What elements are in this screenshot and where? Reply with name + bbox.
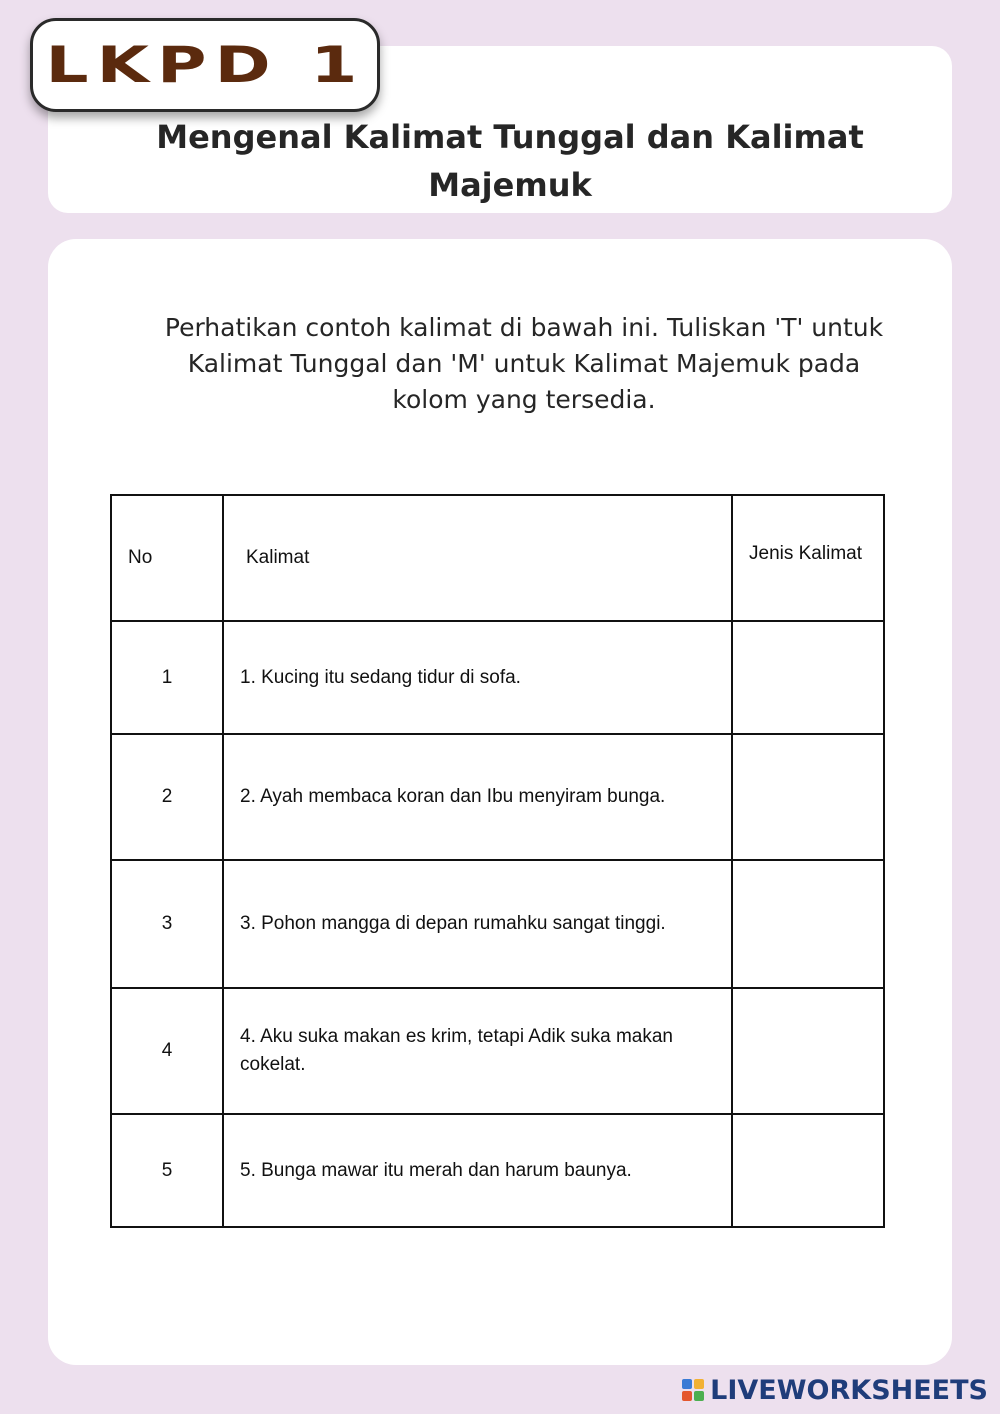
page-title: Mengenal Kalimat Tunggal dan Kalimat Majemuk bbox=[156, 118, 864, 204]
table-header-row bbox=[111, 495, 884, 621]
answer-cell[interactable] bbox=[732, 860, 884, 988]
table-row bbox=[111, 988, 884, 1114]
header-kalimat: Kalimat bbox=[223, 495, 732, 621]
header-jenis-kalimat: Jenis Kalimat bbox=[732, 495, 884, 621]
table-row bbox=[111, 621, 884, 734]
row-number: 1 bbox=[111, 621, 223, 734]
sentence-cell: 1. Kucing itu sedang tidur di sofa. bbox=[223, 621, 732, 734]
row-number: 3 bbox=[111, 860, 223, 988]
sentence-cell: 2. Ayah membaca koran dan Ibu menyiram bunga. bbox=[223, 734, 732, 860]
row-number: 4 bbox=[111, 988, 223, 1114]
row-number: 5 bbox=[111, 1114, 223, 1227]
table-row bbox=[111, 860, 884, 988]
sentence-cell: 5. Bunga mawar itu merah dan harum baunya. bbox=[223, 1114, 732, 1227]
brand-text: LIVEWORKSHEETS bbox=[710, 1374, 988, 1406]
liveworksheets-footer[interactable] bbox=[682, 1372, 988, 1408]
row-number: 2 bbox=[111, 734, 223, 860]
answer-cell[interactable] bbox=[732, 621, 884, 734]
sentence-cell: 4. Aku suka makan es krim, tetapi Adik suka makan cokelat. bbox=[223, 988, 732, 1114]
liveworksheets-logo-icon bbox=[682, 1379, 704, 1401]
worksheet-table bbox=[110, 494, 885, 1228]
sentence-cell: 3. Pohon mangga di depan rumahku sangat tinggi. bbox=[223, 860, 732, 988]
badge-label: LKPD 1 bbox=[45, 36, 365, 94]
table-row bbox=[111, 734, 884, 860]
answer-cell[interactable] bbox=[732, 1114, 884, 1227]
table-row bbox=[111, 1114, 884, 1227]
lkpd-badge bbox=[30, 18, 380, 112]
instruction-text: Perhatikan contoh kalimat di bawah ini. Tuliskan 'T' untuk Kalimat Tunggal dan 'M' untuk Kalimat Majemuk pada kolom yang tersedia. bbox=[164, 313, 884, 414]
answer-cell[interactable] bbox=[732, 734, 884, 860]
answer-cell[interactable] bbox=[732, 988, 884, 1114]
header-no: No bbox=[111, 495, 223, 621]
